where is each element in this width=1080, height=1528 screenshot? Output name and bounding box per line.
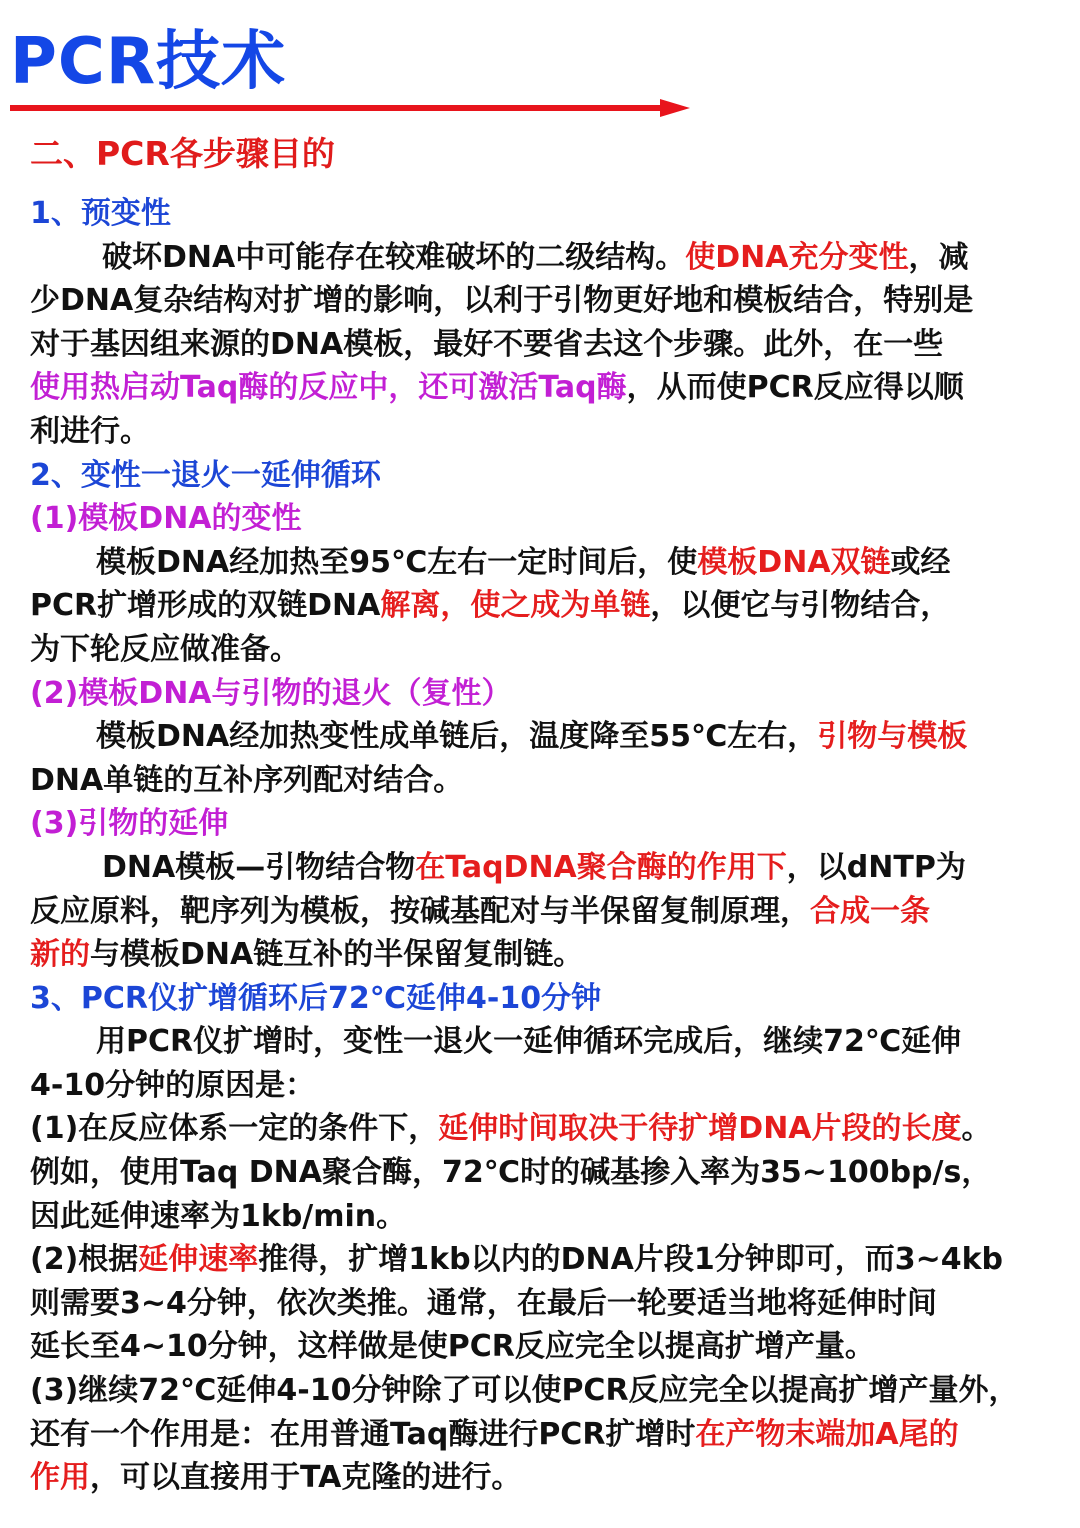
heading-cycle: 2、变性一退火一延伸循环 bbox=[30, 457, 381, 493]
page-title: PCR技术 bbox=[10, 25, 287, 99]
paragraph-line: 则需要3~4分钟，依次类推。通常，在最后一轮要适当地将延伸时间 bbox=[30, 1285, 937, 1321]
subheading-denaturation: (1)模板DNA的变性 bbox=[30, 501, 302, 537]
text: 破坏DNA中可能存在较难破坏的二级结构。 bbox=[102, 239, 686, 275]
highlight-text: 作用 bbox=[30, 1460, 90, 1496]
highlight-text: 在TaqDNA聚合酶的作用下 bbox=[415, 849, 787, 885]
paragraph-line bbox=[30, 846, 1070, 890]
text: 模板DNA经加热至95℃左右一定时间后，使 bbox=[96, 544, 698, 580]
paragraph-line: 少DNA复杂结构对扩增的影响，以利于引物更好地和模板结合，特别是 bbox=[30, 283, 974, 319]
text: 反应原料，靶序列为模板，按碱基配对与半保留复制原理， bbox=[30, 893, 810, 929]
text: 推得，扩增1kb以内的DNA片段1分钟即可，而3~4kb bbox=[258, 1242, 1004, 1278]
paragraph-line bbox=[30, 1238, 1070, 1282]
text: (1)在反应体系一定的条件下， bbox=[30, 1111, 439, 1147]
text: (2)根据 bbox=[30, 1242, 139, 1278]
paragraph-line bbox=[30, 890, 1070, 934]
highlight-text: 使DNA充分变性 bbox=[685, 239, 909, 275]
title-underline-arrow bbox=[10, 96, 690, 120]
highlight-text: 延伸时间取决于待扩增DNA片段的长度 bbox=[438, 1111, 962, 1147]
paragraph-line: (3)继续72℃延伸4-10分钟除了可以使PCR反应完全以提高扩增产量外， bbox=[30, 1373, 1019, 1409]
heading-final-extension: 3、PCR仪扩增循环后72℃延伸4-10分钟 bbox=[30, 980, 602, 1016]
highlight-text: 合成一条 bbox=[810, 893, 930, 929]
highlight-text: 使用热启动Taq酶的反应中，还可激活Taq酶 bbox=[30, 370, 627, 406]
text: PCR扩增形成的双链DNA bbox=[30, 588, 381, 624]
paragraph-line: DNA单链的互补序列配对结合。 bbox=[30, 762, 464, 798]
text: ，从而使PCR反应得以顺 bbox=[626, 370, 964, 406]
section-title: 二、PCR各步骤目的 bbox=[30, 134, 335, 173]
highlight-text: 在产物末端加A尾的 bbox=[695, 1416, 959, 1452]
highlight-text: 引物与模板 bbox=[817, 719, 968, 755]
document-body bbox=[30, 192, 1070, 1500]
text: DNA模板—引物结合物 bbox=[102, 849, 416, 885]
subheading-extension: (3)引物的延伸 bbox=[30, 806, 229, 842]
paragraph-line bbox=[30, 236, 1070, 280]
highlight-text: 延伸速率 bbox=[138, 1242, 259, 1278]
paragraph-line bbox=[30, 715, 1070, 759]
paragraph-line bbox=[30, 541, 1070, 585]
text: 或经 bbox=[890, 544, 951, 580]
text: 。 bbox=[961, 1111, 992, 1147]
paragraph-line bbox=[30, 1413, 1070, 1457]
paragraph-line: 例如，使用Taq DNA聚合酶，72℃时的碱基掺入率为35~100bp/s， bbox=[30, 1155, 992, 1191]
highlight-text: 解离，使之成为单链 bbox=[380, 588, 651, 624]
text: ，以便它与引物结合， bbox=[650, 588, 951, 624]
highlight-text: 新的 bbox=[30, 937, 90, 973]
paragraph-line bbox=[30, 1107, 1070, 1151]
paragraph-line: 4-10分钟的原因是： bbox=[30, 1067, 316, 1103]
text: ，可以直接用于TA克隆的进行。 bbox=[90, 1460, 522, 1496]
paragraph-line bbox=[30, 1456, 1070, 1500]
paragraph-line bbox=[30, 366, 1070, 410]
paragraph-line: 对于基因组来源的DNA模板，最好不要省去这个步骤。此外，在一些 bbox=[30, 326, 944, 362]
paragraph-line bbox=[30, 933, 1070, 977]
highlight-text: 模板DNA双链 bbox=[697, 544, 891, 580]
text: 与模板DNA链互补的半保留复制链。 bbox=[90, 937, 584, 973]
text: 还有一个作用是：在用普通Taq酶进行PCR扩增时 bbox=[30, 1416, 696, 1452]
paragraph-line bbox=[30, 584, 1070, 628]
heading-pre-denaturation: 1、预变性 bbox=[30, 196, 171, 231]
subheading-annealing: (2)模板DNA与引物的退火（复性） bbox=[30, 675, 512, 711]
paragraph-line: 用PCR仪扩增时，变性一退火一延伸循环完成后，继续72℃延伸 bbox=[96, 1024, 962, 1060]
paragraph-line: 延长至4~10分钟，这样做是使PCR反应完全以提高扩增产量。 bbox=[30, 1329, 875, 1365]
text: ，以dNTP为 bbox=[786, 849, 966, 885]
text: 模板DNA经加热变性成单链后，温度降至55℃左右， bbox=[96, 719, 818, 755]
paragraph-line: 因此延伸速率为1kb/min。 bbox=[30, 1198, 407, 1234]
paragraph-line: 利进行。 bbox=[30, 413, 150, 449]
paragraph-line: 为下轮反应做准备。 bbox=[30, 631, 300, 667]
text: ，减 bbox=[908, 239, 969, 275]
